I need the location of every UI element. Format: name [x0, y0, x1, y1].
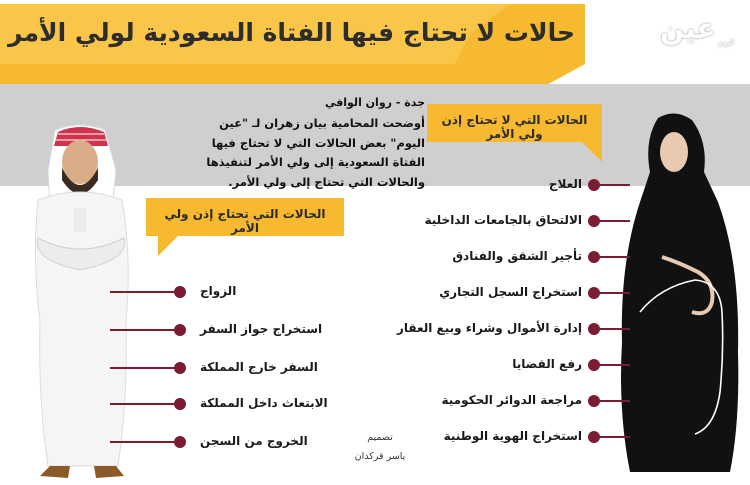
item-text: العلاج	[548, 177, 582, 191]
connector-line	[110, 329, 178, 331]
marker-dot	[588, 215, 600, 227]
list-item	[110, 356, 340, 380]
page-title: حالات لا تحتاج فيها الفتاة السعودية لولي الأمر	[8, 18, 575, 47]
connector-line	[110, 441, 178, 443]
item-text: الخروج من السجن	[200, 434, 308, 448]
item-text: استخراج جواز السفر	[200, 322, 323, 336]
item-text: السفر خارج المملكة	[200, 360, 318, 374]
item-text: الزواج	[200, 284, 237, 298]
info-box	[195, 94, 425, 190]
item-text: إدارة الأموال وشراء وبيع العقار	[396, 321, 582, 335]
item-text: استخراج السجل التجاري	[439, 285, 582, 299]
marker-dot	[174, 286, 186, 298]
item-text: تأجير الشقق والفنادق	[452, 249, 582, 263]
credit-label: تصميم	[367, 432, 393, 443]
item-text: الالتحاق بالجامعات الداخلية	[424, 213, 582, 227]
logo-small: اليوم	[718, 38, 735, 47]
byline: جدة - روان الوافي	[324, 96, 425, 109]
list-item	[400, 389, 630, 413]
marker-dot	[588, 359, 600, 371]
connector-line	[110, 367, 178, 369]
item-text: الابتعاث داخل المملكة	[200, 396, 328, 410]
marker-dot	[588, 431, 600, 443]
credit-name: ياسر قركدان	[354, 451, 406, 462]
marker-dot	[174, 398, 186, 410]
marker-dot	[588, 251, 600, 263]
marker-dot	[174, 362, 186, 374]
left-section-label: الحالات التي تحتاج إذن ولي الأمر	[146, 198, 344, 236]
list-item	[400, 425, 630, 449]
marker-dot	[588, 395, 600, 407]
right-section-label: الحالات التي لا تحتاج إذن ولي الأمر	[427, 104, 602, 142]
marker-dot	[588, 287, 600, 299]
marker-dot	[588, 179, 600, 191]
list-item	[400, 173, 630, 197]
item-text: رفع القضايا	[512, 357, 582, 371]
item-text: استخراج الهوية الوطنية	[443, 429, 582, 443]
list-item	[110, 318, 340, 342]
list-item	[110, 430, 340, 454]
list-item	[396, 317, 630, 341]
list-item	[400, 245, 630, 269]
marker-dot	[174, 436, 186, 448]
connector-line	[110, 291, 178, 293]
marker-dot	[174, 324, 186, 336]
list-item	[400, 281, 630, 305]
connector-line	[110, 403, 178, 405]
list-item	[110, 392, 340, 416]
item-text: مراجعة الدوائر الحكومية	[441, 393, 582, 407]
list-item	[400, 353, 630, 377]
credit	[340, 432, 420, 462]
logo-main: عين	[660, 12, 716, 45]
list-item	[110, 280, 340, 304]
marker-dot	[588, 323, 600, 335]
logo	[660, 12, 740, 52]
list-item	[400, 209, 630, 233]
info-text: أوضحت المحامية بيان زهران لـ "عين اليوم" بعض الحالات التي لا تحتاج فيها الفتاة السعودية إلى ولي الأمر لتنفيذها والحالات التي تحتاج إلى ولي الأمر.	[206, 115, 425, 190]
